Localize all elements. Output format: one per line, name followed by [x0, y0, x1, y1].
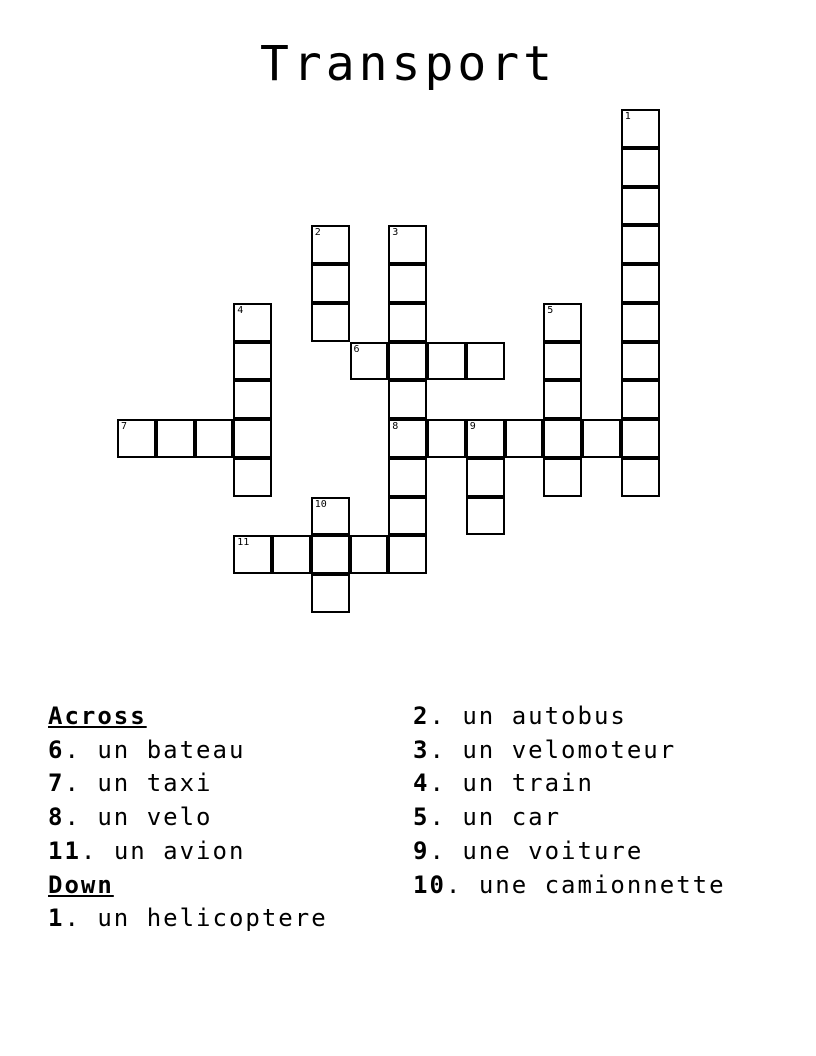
clue-number: 5: [547, 304, 554, 316]
grid-cell[interactable]: [466, 342, 505, 381]
clue-across-8: 8. un velo: [48, 803, 213, 832]
grid-cell[interactable]: [311, 303, 350, 342]
grid-cell[interactable]: [543, 380, 582, 419]
puzzle-title: Transport: [259, 36, 557, 92]
clue-down-1: 1. un helicoptere: [48, 904, 328, 933]
grid-cell[interactable]: [311, 225, 350, 264]
down-header: Down: [48, 870, 114, 899]
clue-number: 3: [392, 227, 399, 239]
grid-cell[interactable]: [272, 535, 311, 574]
grid-cell[interactable]: [427, 419, 466, 458]
grid-cell[interactable]: [388, 458, 427, 497]
clue-across-7: 7. un taxi: [48, 769, 213, 798]
grid-cell[interactable]: [233, 419, 272, 458]
clue-down-2: 2. un autobus: [413, 702, 627, 730]
grid-cell[interactable]: [621, 380, 660, 419]
grid-cell[interactable]: [233, 380, 272, 419]
clue-down-4: 4. un train: [413, 769, 594, 798]
clue-number: 11: [237, 537, 250, 549]
clue-number: 4: [237, 304, 244, 316]
grid-cell[interactable]: [466, 497, 505, 536]
grid-cell[interactable]: [388, 380, 427, 419]
grid-cell[interactable]: [621, 187, 660, 226]
clue-down-10: 10. une camionnette: [413, 870, 726, 899]
grid-cell[interactable]: [233, 458, 272, 497]
grid-cell[interactable]: [311, 264, 350, 303]
across-header: Across: [48, 702, 147, 730]
grid-cell[interactable]: [233, 303, 272, 342]
grid-cell[interactable]: [117, 419, 156, 458]
grid-cell[interactable]: [311, 535, 350, 574]
grid-cell[interactable]: [388, 419, 427, 458]
clue-number: 9: [469, 421, 476, 432]
clue-number: 1: [624, 111, 631, 122]
grid-cell[interactable]: [621, 458, 660, 497]
grid-cell[interactable]: [543, 303, 582, 342]
clue-across-6: 6. un bateau: [48, 735, 246, 764]
grid-cell[interactable]: [505, 419, 544, 458]
grid-cell[interactable]: [311, 497, 350, 536]
clue-number: 2: [314, 227, 321, 239]
grid-cell[interactable]: [388, 535, 427, 574]
clue-across-11: 11. un avion: [48, 836, 246, 865]
clue-number: 8: [392, 421, 399, 432]
grid-cell[interactable]: [350, 342, 389, 381]
grid-cell[interactable]: [621, 225, 660, 264]
grid-cell[interactable]: [543, 458, 582, 497]
grid-cell[interactable]: [621, 303, 660, 342]
grid-cell[interactable]: [543, 342, 582, 381]
grid-cell[interactable]: [621, 109, 660, 148]
grid-cell[interactable]: [311, 574, 350, 613]
grid-cell[interactable]: [233, 535, 272, 574]
clue-down-3: 3. un velomoteur: [413, 735, 677, 764]
grid-cell[interactable]: [466, 458, 505, 497]
clue-number: 7: [121, 421, 128, 432]
grid-cell[interactable]: [388, 264, 427, 303]
grid-cell[interactable]: [543, 419, 582, 458]
clues-left-column: [48, 700, 328, 936]
clue-number: 6: [353, 343, 360, 355]
grid-cell[interactable]: [388, 342, 427, 381]
grid-cell[interactable]: [427, 342, 466, 381]
grid-cell[interactable]: [388, 497, 427, 536]
grid-cell[interactable]: [621, 264, 660, 303]
grid-cell[interactable]: [350, 535, 389, 574]
clue-down-5: 5. un car: [413, 803, 562, 832]
grid-cell[interactable]: [156, 419, 195, 458]
grid-cell[interactable]: [621, 342, 660, 381]
grid-cell[interactable]: [233, 342, 272, 381]
clue-number: 10: [314, 498, 327, 510]
grid-cell[interactable]: [621, 148, 660, 187]
clue-down-9: 9. une voiture: [413, 836, 644, 865]
grid-cell[interactable]: [388, 225, 427, 264]
grid-cell[interactable]: [388, 303, 427, 342]
grid-cell[interactable]: [466, 419, 505, 458]
grid-cell[interactable]: [195, 419, 234, 458]
grid-cell[interactable]: [582, 419, 621, 458]
clues-right-column: [413, 700, 726, 902]
grid-cell[interactable]: [621, 419, 660, 458]
